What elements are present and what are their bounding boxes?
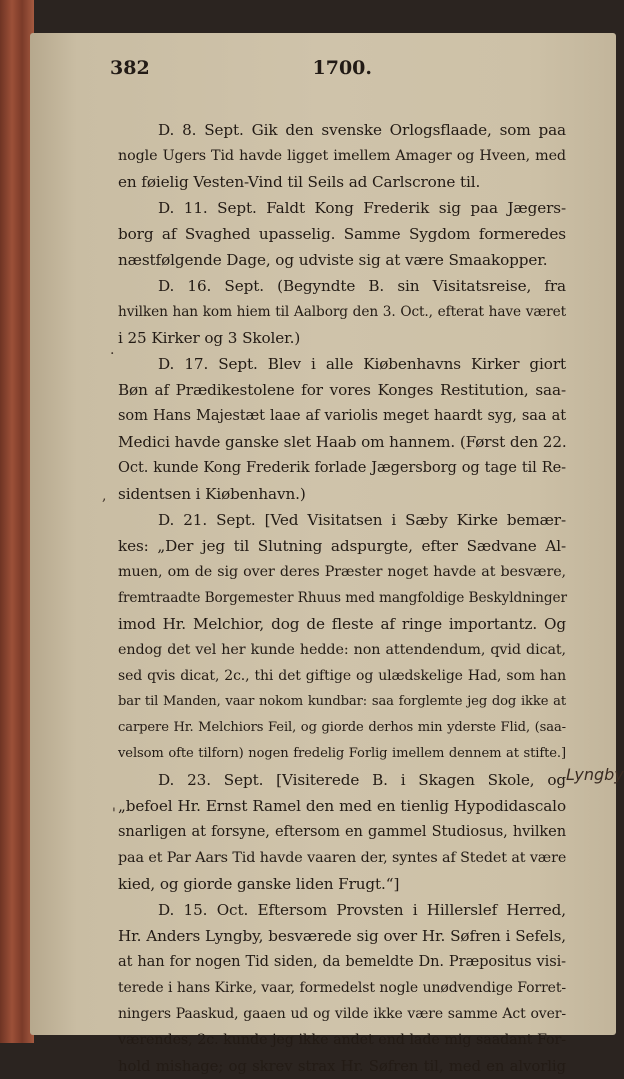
text-line: en føielig Vesten-Vind til Seils ad Carlscrone til. <box>118 173 481 191</box>
text-line: Medici havde ganske slet Haab om hannem. (Først den 22. <box>118 433 567 451</box>
text-line: fremtraadte Borgemester Rhuus med mangfoldige Beskyldninger <box>118 590 568 606</box>
text-line: næstfølgende Dage, og udviste sig at være Smaakopper. <box>118 251 548 269</box>
text-line: Oct. kunde Kong Frederik forlade Jægersborg og tage til Re- <box>118 459 566 476</box>
running-head-year: 1700. <box>312 57 372 79</box>
text-line: paa et Par Aars Tid havde vaaren der, syntes af Stedet at være <box>118 850 567 866</box>
text-line: imod Hr. Melchior, dog de fleste af ringe importantz. Og <box>118 615 566 633</box>
text-line: carpere Hr. Melchiors Feil, og giorde derhos min yderste Flid, (saa- <box>118 720 566 735</box>
text-line: værendes, 2c. kunde jeg ikke andet end lade mig saadant For- <box>118 1032 566 1048</box>
text-line: hold mishage; og skrev strax Hr. Søfren til, med en alvorlig <box>118 1057 566 1075</box>
text-line: D. 15. Oct. Eftersom Provsten i Hillerslef Herred, <box>158 901 566 919</box>
text-line: D. 21. Sept. [Ved Visitatsen i Sæby Kirke bemær- <box>158 511 566 529</box>
text-line: D. 11. Sept. Faldt Kong Frederik sig paa Jægers- <box>158 199 566 217</box>
text-line: endog det vel her kunde hedde: non attendendum, qvid dicat, <box>118 642 566 658</box>
text-line: i 25 Kirker og 3 Skoler.) <box>118 329 301 347</box>
text-line: nogle Ugers Tid havde ligget imellem Amager og Hveen, med <box>118 148 566 164</box>
text-line: borg af Svaghed upasselig. Samme Sygdom formeredes <box>118 225 566 243</box>
text-line: at han for nogen Tid siden, da bemeldte Dn. Præpositus visi- <box>118 953 566 970</box>
text-line: sidentsen i Kiøbenhavn.) <box>118 485 306 503</box>
pencil-mark: . <box>110 342 115 358</box>
text-line: som Hans Majestæt laae af variolis meget haardt syg, saa at <box>118 407 566 424</box>
text-line: Hr. Anders Lyngby, besværede sig over Hr. Søfren i Sefels, <box>118 927 566 945</box>
text-line: Bøn af Prædikestolene for vores Konges Restitution, saa- <box>118 381 566 399</box>
book-binding <box>0 0 34 1043</box>
text-line: D. 8. Sept. Gik den svenske Orlogsflaade, som paa <box>158 121 566 139</box>
text-line: ningers Paaskud, gaaen ud og vilde ikke være samme Act over- <box>118 1006 566 1022</box>
text-line: sed qvis dicat, 2c., thi det giftige og ulædskelige Had, som han <box>118 668 566 684</box>
handwritten-margin-note: Lyngby <box>566 765 624 784</box>
running-head <box>110 57 372 83</box>
text-line: terede i hans Kirke, vaar, formedelst nogle unødvendige Forret- <box>118 980 566 996</box>
text-line: hvilken han kom hiem til Aalborg den 3. Oct., efterat have været <box>118 304 566 320</box>
text-line: velsom ofte tilforn) nogen fredelig Forlig imellem dennem at stifte.] <box>118 746 566 761</box>
pencil-mark: ' <box>112 806 116 822</box>
text-line: bar til Manden, vaar nokom kundbar: saa forglemte jeg dog ikke at <box>118 694 566 709</box>
text-line: D. 16. Sept. (Begyndte B. sin Visitatsreise, fra <box>158 277 566 295</box>
text-line: muen, om de sig over deres Præster noget havde at besvære, <box>118 564 566 580</box>
text-line: snarligen at forsyne, eftersom en gammel Studiosus, hvilken <box>118 823 566 840</box>
text-line: D. 17. Sept. Blev i alle Kiøbenhavns Kirker giort <box>158 355 566 373</box>
text-line: kes: „Der jeg til Slutning adspurgte, efter Sædvane Al- <box>118 537 566 555</box>
body-text <box>118 117 568 1075</box>
text-line: D. 23. Sept. [Visiterede B. i Skagen Skole, og <box>158 771 566 789</box>
text-line: kied, og giorde ganske liden Frugt.“] <box>118 875 400 893</box>
pencil-mark: , <box>102 488 107 504</box>
page-number: 382 <box>110 57 150 79</box>
text-line: „befoel Hr. Ernst Ramel den med en tienlig Hypodidascalo <box>118 797 566 815</box>
